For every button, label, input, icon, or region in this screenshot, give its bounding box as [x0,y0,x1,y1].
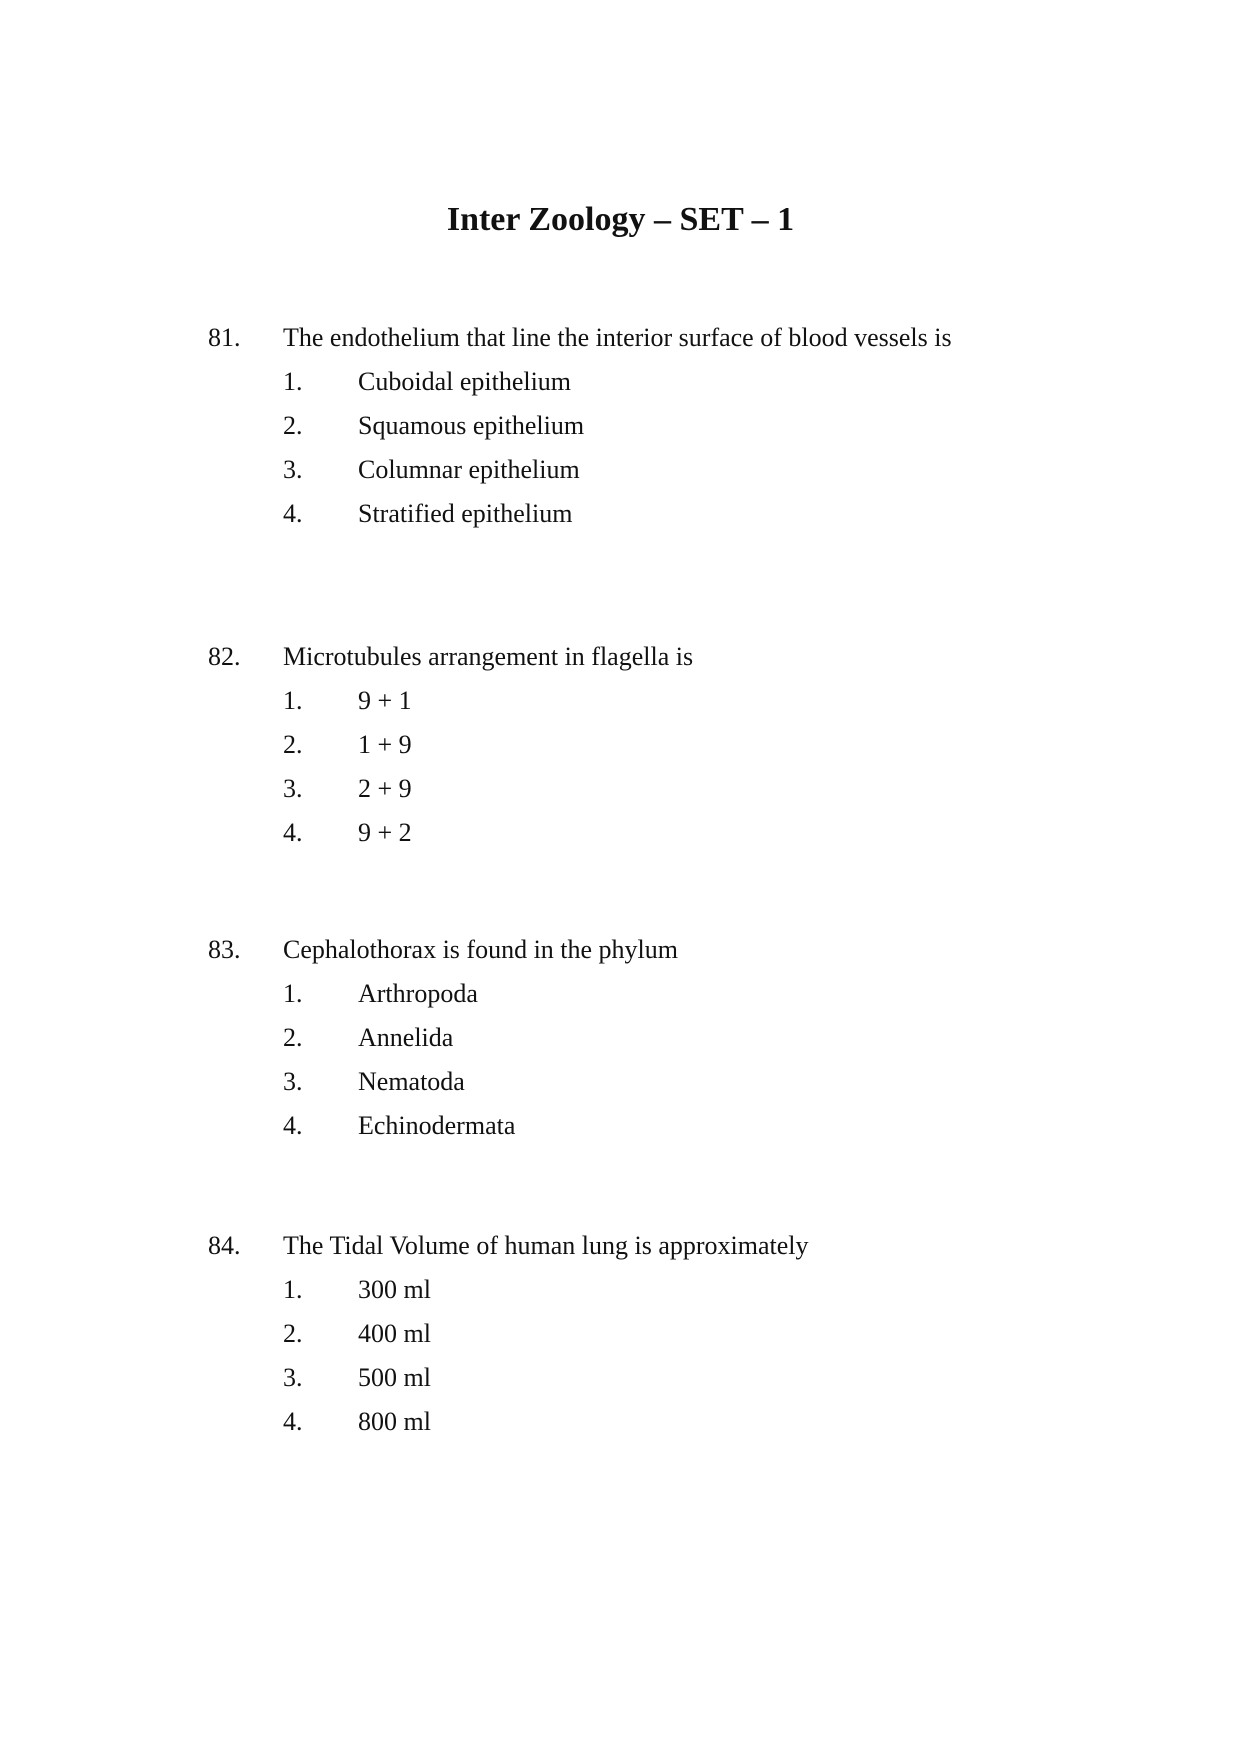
option-item [208,679,1108,723]
question-83 [208,928,1108,1148]
option-number: 3. [283,455,303,484]
question-81 [208,316,1108,536]
option-item [208,1016,1108,1060]
option-list [208,679,1108,855]
option-text: 400 ml [358,1319,431,1348]
question-stem [208,316,1108,360]
option-text: Annelida [358,1023,454,1052]
option-item [208,1060,1108,1104]
option-text: 9 + 2 [358,818,412,847]
option-text: 9 + 1 [358,686,412,715]
option-item [208,767,1108,811]
option-list [208,360,1108,536]
option-list [208,1268,1108,1444]
question-number: 83. [208,935,241,964]
option-text: Nematoda [358,1067,465,1096]
option-number: 1. [283,367,303,396]
option-text: 300 ml [358,1275,431,1304]
option-item [208,1312,1108,1356]
question-number: 84. [208,1231,241,1260]
option-number: 4. [283,499,303,528]
option-item [208,448,1108,492]
option-item [208,972,1108,1016]
option-text: Echinodermata [358,1111,516,1140]
option-number: 4. [283,1407,303,1436]
option-number: 2. [283,1023,303,1052]
option-text: 1 + 9 [358,730,412,759]
option-text: Squamous epithelium [358,411,585,440]
option-number: 3. [283,1363,303,1392]
option-item [208,404,1108,448]
option-text: Cuboidal epithelium [358,367,572,396]
question-stem [208,635,1108,679]
option-number: 1. [283,1275,303,1304]
option-text: Columnar epithelium [358,455,580,484]
option-item [208,492,1108,536]
option-item [208,1400,1108,1444]
option-list [208,972,1108,1148]
question-84 [208,1224,1108,1444]
option-number: 2. [283,1319,303,1348]
option-item [208,1356,1108,1400]
question-text: The endothelium that line the interior surface of blood vessels is [283,323,952,352]
option-text: Stratified epithelium [358,499,573,528]
option-text: 500 ml [358,1363,431,1392]
option-item [208,1104,1108,1148]
question-number: 81. [208,323,241,352]
option-number: 2. [283,411,303,440]
option-text: 2 + 9 [358,774,412,803]
option-number: 1. [283,979,303,1008]
question-text: Microtubules arrangement in flagella is [283,642,694,671]
option-number: 1. [283,686,303,715]
question-82 [208,635,1108,855]
option-number: 4. [283,818,303,847]
option-item [208,811,1108,855]
question-text: Cephalothorax is found in the phylum [283,935,679,964]
option-number: 3. [283,1067,303,1096]
option-number: 3. [283,774,303,803]
question-number: 82. [208,642,241,671]
option-text: Arthropoda [358,979,478,1008]
option-item [208,360,1108,404]
question-text: The Tidal Volume of human lung is approximately [283,1231,809,1260]
option-item [208,1268,1108,1312]
option-item [208,723,1108,767]
option-text: 800 ml [358,1407,431,1436]
page-title: Inter Zoology – SET – 1 [446,201,795,238]
question-stem [208,1224,1108,1268]
question-stem [208,928,1108,972]
option-number: 4. [283,1111,303,1140]
option-number: 2. [283,730,303,759]
